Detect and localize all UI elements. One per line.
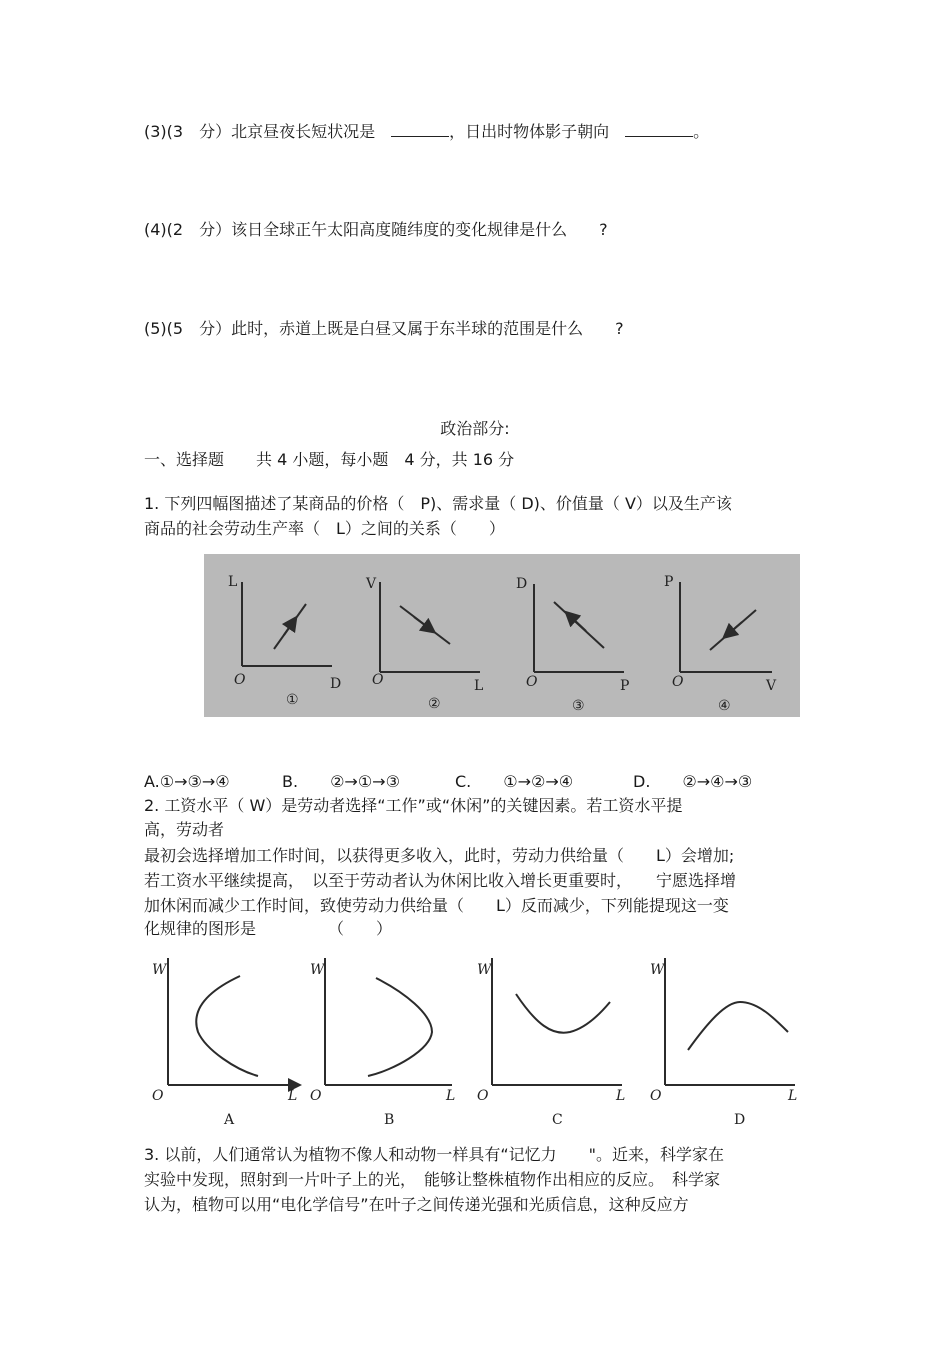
graph-3 [516,576,629,714]
graph-2-number: ② [428,696,441,712]
problem-1-option-b[interactable]: B. ②→①→③ [282,772,400,791]
graph-c [477,958,625,1128]
problem-1-option-a[interactable]: A.①→③→④ [144,772,230,791]
graph-1-x-label: D [330,676,342,692]
question-5: (5)(5 分）此时，赤道上既是白昼又属于东半球的范围是什么 ? [144,319,624,338]
graph-a [152,958,297,1128]
problem-1-figure [204,554,800,717]
graph-d-x-label: L [788,1088,798,1104]
graph-2-y-label: V [366,576,377,592]
problem-1-option-c[interactable]: C. ①→②→④ [455,772,574,791]
graph-a-x-label: L [288,1088,298,1104]
graph-4-y-label: P [664,574,674,590]
graph-1-y-label: L [228,574,238,590]
graph-c-origin: O [477,1088,489,1104]
graph-c-x-label: L [616,1088,626,1104]
graph-a-origin: O [152,1088,164,1104]
problem-2-line-5: 加休闲而减少工作时间，致使劳动力供给量（ L）反而减少，下列能提现这一变 [144,896,729,915]
graph-b-x-label: L [446,1088,456,1104]
problem-1-option-d[interactable]: D. ②→④→③ [633,772,753,791]
question-3-suffix: 。 [693,122,710,141]
graph-a-y-label: W [152,962,167,978]
problem-2-line-6: 化规律的图形是 （ ） [144,919,393,938]
graph-1-origin: O [234,672,246,688]
problem-1-line-2: 商品的社会劳动生产率（ L）之间的关系（ ） [144,519,505,538]
problem-3-line-1: 3. 以前，人们通常认为植物不像人和动物一样具有“记忆力 "。近来，科学家在 [144,1145,725,1164]
graph-4-x-label: V [766,678,777,694]
graph-4 [664,574,777,714]
question-4: (4)(2 分）该日全球正午太阳高度随纬度的变化规律是什么 ? [144,220,608,239]
problem-2-line-4: 若工资水平继续提高， 以至于劳动者认为休闲比收入增长更重要时， 宁愿选择增 [144,871,737,890]
graph-b-label: B [384,1112,395,1128]
graph-2-origin: O [372,672,384,688]
graph-1 [228,574,341,708]
question-3 [144,120,709,143]
section-intro: 一、选择题 共 4 小题，每小题 4 分，共 16 分 [144,450,515,469]
graph-a-curve [196,976,258,1076]
graph-4-origin: O [672,674,684,690]
graph-c-curve [516,994,610,1033]
problem-1-line-1: 1. 下列四幅图描述了某商品的价格（ P)、需求量（ D)、价值量（ V）以及生产该 [144,494,732,513]
graph-b-curve [368,978,432,1076]
problem-2-line-2: 高，劳动者 [144,820,225,839]
problem-2-figure [140,952,810,1134]
graph-a-label: A [224,1112,235,1128]
graph-3-x-label: P [620,678,630,694]
graph-d-y-label: W [650,962,665,978]
graph-1-number: ① [286,692,299,708]
graph-c-y-label: W [477,962,492,978]
graph-d-label: D [734,1112,746,1128]
answer-blank-2[interactable] [625,120,693,137]
graph-c-label: C [552,1112,563,1128]
answer-blank-1[interactable] [391,120,449,137]
graph-4-number: ④ [718,698,731,714]
graph-d-curve [688,1002,788,1050]
problem-3-line-2: 实验中发现，照射到一片叶子上的光， 能够让整株植物作出相应的反应。 科学家 [144,1170,721,1189]
question-3-prefix: (3)(3 分）北京昼夜长短状况是 [144,122,392,141]
graph-b-y-label: W [310,962,325,978]
graph-2 [365,576,483,712]
graph-2-x-label: L [474,678,484,694]
graph-d-origin: O [650,1088,662,1104]
question-3-mid: ，日出时物体影子朝向 [449,122,626,141]
problem-2-line-3: 最初会选择增加工作时间，以获得更多收入，此时，劳动力供给量（ L）会增加; [144,846,735,865]
problem-2-line-1: 2. 工资水平（ W）是劳动者选择“工作”或“休闲”的关键因素。若工资水平提 [144,796,683,815]
graph-3-y-label: D [516,576,528,592]
graph-b [310,958,455,1128]
graph-3-origin: O [526,674,538,690]
graph-3-number: ③ [572,698,585,714]
graph-d [650,958,797,1128]
section-title: 政治部分: [440,419,510,438]
graph-b-origin: O [310,1088,322,1104]
problem-3-line-3: 认为，植物可以用“电化学信号”在叶子之间传递光强和光质信息，这种反应方 [144,1195,689,1214]
